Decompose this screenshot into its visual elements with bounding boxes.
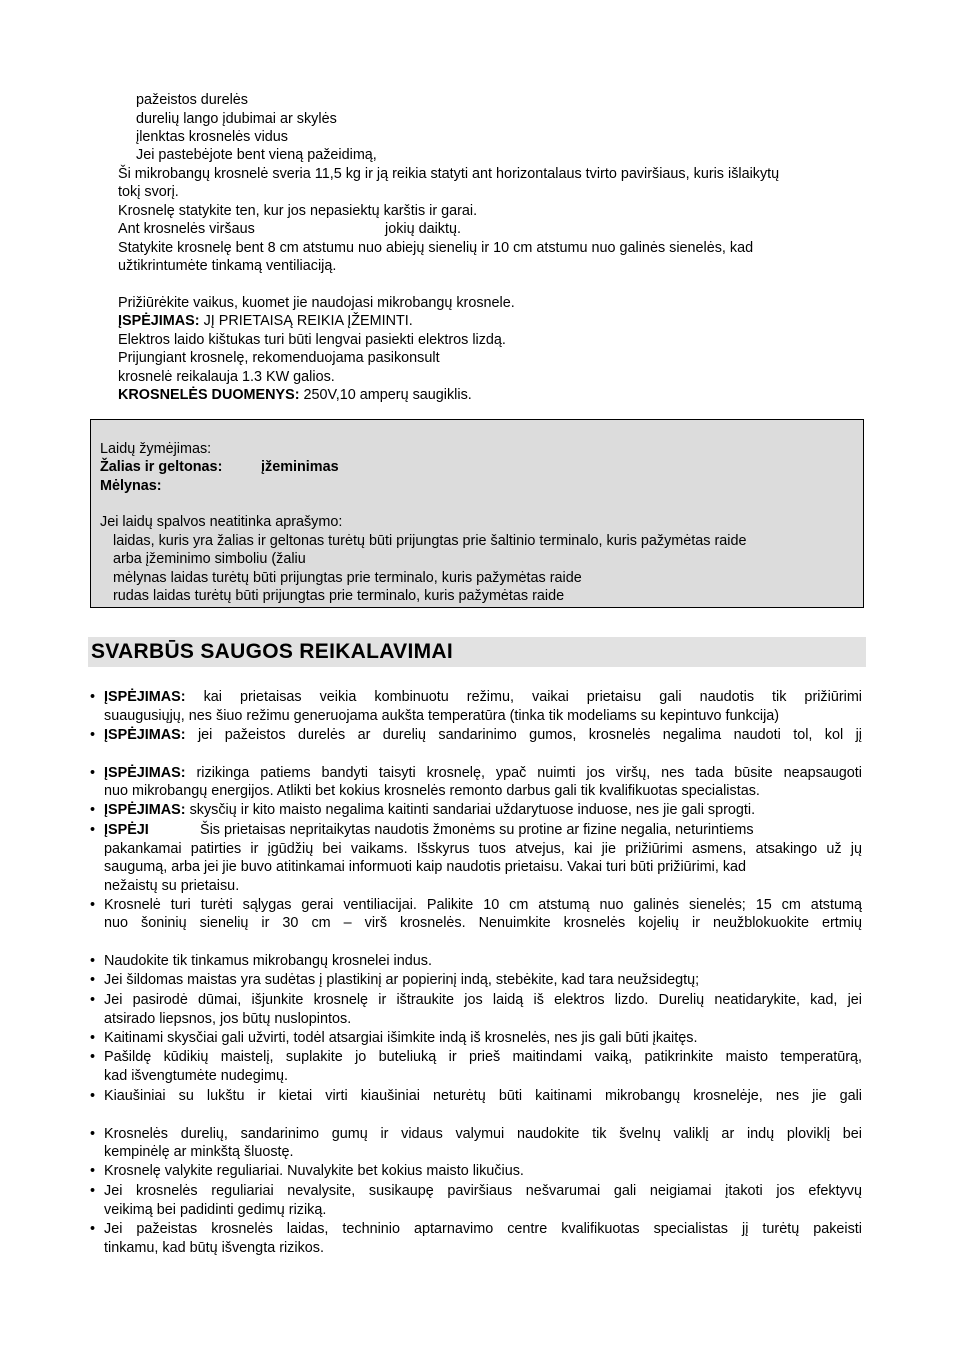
box-line: arba įžeminimo simboliu (žaliu xyxy=(113,551,306,567)
list-item-continuation: kempinėlę ar minkštą šluostę. xyxy=(104,1144,294,1160)
bullet-icon: • xyxy=(90,802,96,818)
list-item xyxy=(104,726,862,745)
text-line: Ant krosnelės viršaus xyxy=(118,221,255,237)
text-line: durelių lango įdubimai ar skylės xyxy=(136,111,337,127)
text-line: krosnelė reikalauja 1.3 KW galios. xyxy=(118,369,335,385)
list-item: Kiaušiniai su lukštu ir kietai virti kiaušiniai neturėtų būti kaitinami mikrobangų krosnelėje, nes jie gali xyxy=(104,1088,862,1104)
text-line: tokį svorį. xyxy=(118,184,179,200)
section-heading-text: SVARBŪS SAUGOS REIKALAVIMAI xyxy=(91,640,454,663)
bullet-icon: • xyxy=(90,727,96,743)
specs-line xyxy=(118,386,472,404)
bullet-icon: • xyxy=(90,972,96,988)
bullet-icon: • xyxy=(90,897,96,913)
text-line: Statykite krosnelę bent 8 cm atstumu nuo abiejų sienelių ir 10 cm atstumu nuo galinės sienelės, kad xyxy=(118,240,754,256)
list-item-text: skysčių ir kito maisto negalima kaitinti sandariai uždarytuose induose, nes jie gali sprogti. xyxy=(185,802,756,818)
bullet-icon: • xyxy=(90,1126,96,1142)
box-line: Jei laidų spalvos neatitinka aprašymo: xyxy=(100,514,343,530)
list-item xyxy=(104,688,862,707)
text-line: įlenktas krosnelės vidus xyxy=(136,129,288,145)
bullet-icon: • xyxy=(90,1221,96,1237)
text-line: pažeistos durelės xyxy=(136,92,248,108)
list-item: Kaitinami skysčiai gali užvirti, todėl atsargiai išimkite indą iš krosnelės, nes jis gali būti įkaitęs. xyxy=(104,1030,698,1046)
list-item: Krosnelė turi turėti sąlygas gerai ventiliacijai. Palikite 10 cm atstumą nuo galinės sienelės; 15 cm atstumą xyxy=(104,897,862,913)
bullet-icon: • xyxy=(90,1030,96,1046)
list-item-continuation: saugumą, arba jei jie buvo atitinkamai informuoti kaip naudotis prietaisu. Vakai turi būti prižiūrimi, kad xyxy=(104,859,747,875)
list-item-continuation: nuo mikrobangų energijos. Atlikti bet kokius krosnelės remonto darbus gali tik kvalifikuotas specialistas. xyxy=(104,783,760,799)
list-item-continuation: nežaistų su prietaisu. xyxy=(104,878,240,894)
warning-label: ĮSPĖJIMAS: xyxy=(104,802,186,818)
bullet-icon: • xyxy=(90,992,96,1008)
box-line: Laidų žymėjimas: xyxy=(100,441,212,457)
list-item: Jei krosnelės reguliariai nevalysite, susikaupę paviršiaus nešvarumai gali neigiamai įtakoti jos efektyvų xyxy=(104,1183,862,1199)
specs-label: KROSNELĖS DUOMENYS: xyxy=(118,387,300,403)
list-item: Jei šildomas maistas yra sudėtas į plastikinį ar popierinį indą, stebėkite, kad tara neužsidegtų; xyxy=(104,972,700,988)
list-item-continuation: suaugusiųjų, nes šiuo režimu generuojama aukšta temperatūra (tinka tik modeliams su kepintuvo funkcija) xyxy=(104,708,780,724)
text-line: jokių daiktų. xyxy=(385,221,461,237)
list-item: Krosnelę valykite reguliariai. Nuvalykite bet kokius maisto likučius. xyxy=(104,1163,524,1179)
warning-label: ĮSPĖJIMAS: xyxy=(104,727,186,743)
list-item: Pašildę kūdikių maistelį, suplakite jo buteliuką ir prieš maitindami vaiką, patikrinkite maisto temperatūrą, xyxy=(104,1049,862,1065)
text-line: Krosnelę statykite ten, kur jos nepasiektų karštis ir garai. xyxy=(118,203,478,219)
warning-line xyxy=(118,312,413,330)
specs-text: 250V,10 amperų saugiklis. xyxy=(299,387,472,403)
list-item: Naudokite tik tinkamus mikrobangų krosnelei indus. xyxy=(104,953,432,969)
text-line: užtikrintumėte tinkamą ventiliaciją. xyxy=(118,258,337,274)
bullet-icon: • xyxy=(90,689,96,705)
list-item-continuation: tinkamu, kad būtų išvengta rizikos. xyxy=(104,1240,324,1256)
text-line: Prižiūrėkite vaikus, kuomet jie naudojasi mikrobangų krosnele. xyxy=(118,295,515,311)
list-item: Jei pažeistas krosnelės laidas, techninio aptarnavimo centre kvalifikuotas specialistas jį turėtų pakeisti xyxy=(104,1221,862,1237)
list-item-text: rizikinga patiems bandyti taisyti krosnelę, ypač nuimti jos viršų, nes tada būsite neapsaugoti xyxy=(185,765,862,781)
list-item-text: jei pažeistos durelės ar durelių sandarinimo gumos, krosnelės negalima naudoti tol, kol jį xyxy=(185,727,862,743)
text-line: Jei pastebėjote bent vieną pažeidimą, xyxy=(136,147,377,163)
bullet-icon: • xyxy=(90,1163,96,1179)
bullet-icon: • xyxy=(90,1049,96,1065)
bullet-icon: • xyxy=(90,765,96,781)
list-item-continuation: pakankamai patirties ir įgūdžių bei vaikams. Išskyrus tuos atvejus, kai jie prižiūrimi asmens, atsakingo už jų xyxy=(104,841,862,857)
warning-label: ĮSPĖJI xyxy=(104,822,149,838)
text-line: Ši mikrobangų krosnelė sveria 11,5 kg ir ją reikia statyti ant horizontalaus tvirto paviršiaus, kuris išlaikytų xyxy=(118,166,780,182)
warning-label: ĮSPĖJIMAS: xyxy=(104,765,186,781)
box-line: mėlynas laidas turėtų būti prijungtas prie terminalo, kuris pažymėtas raide xyxy=(113,570,582,586)
list-item-text: Šis prietaisas nepritaikytas naudotis žmonėms su protine ar fizine negalia, neturintiems xyxy=(200,822,754,838)
bullet-icon: • xyxy=(90,1088,96,1104)
list-item: Jei pasirodė dūmai, išjunkite krosnelę ir ištraukite jos laidą iš elektros lizdo. Durelių neatidarykite, kad, jei xyxy=(104,992,862,1008)
list-item-continuation: veikimą bei padidinti gedimų riziką. xyxy=(104,1202,327,1218)
box-green-yellow-label: Žalias ir geltonas: xyxy=(100,459,223,475)
box-ground-label: įžeminimas xyxy=(261,459,339,475)
list-item-continuation: atsirado liepsnos, jos būtų nuslopintos. xyxy=(104,1011,352,1027)
bullet-icon: • xyxy=(90,822,96,838)
list-item-text: kai prietaisas veikia kombinuotu režimu, vaikai prietaisu gali naudotis tik prižiūrimi xyxy=(185,689,862,705)
list-item-continuation: nuo šoninių sienelių ir 30 cm – virš krosnelės. Nenuimkite krosnelės kojelių ir neužblokuokite ertmių xyxy=(104,915,862,931)
box-line: laidas, kuris yra žalias ir geltonas turėtų būti prijungtas prie šaltinio terminalo, kuris pažymėtas raide xyxy=(113,533,747,549)
list-item xyxy=(104,801,862,820)
list-item-continuation: kad išvengtumėte nudegimų. xyxy=(104,1068,288,1084)
text-line: Elektros laido kištukas turi būti lengvai pasiekti elektros lizdą. xyxy=(118,332,506,348)
warning-label: ĮSPĖJIMAS: xyxy=(118,313,200,329)
warning-label: ĮSPĖJIMAS: xyxy=(104,689,186,705)
wiring-info-box xyxy=(90,419,864,608)
box-line: rudas laidas turėtų būti prijungtas prie terminalo, kuris pažymėtas raide xyxy=(113,588,565,604)
text-line: Prijungiant krosnelę, rekomenduojama pasikonsult xyxy=(118,350,440,366)
bullet-icon: • xyxy=(90,1183,96,1199)
box-blue-label: Mėlynas: xyxy=(100,478,162,494)
warning-text: JĮ PRIETAISĄ REIKIA ĮŽEMINTI. xyxy=(199,313,413,329)
list-item xyxy=(104,764,862,783)
section-heading xyxy=(88,637,866,667)
list-item: Krosnelės durelių, sandarinimo gumų ir vidaus valymui naudokite tik švelnų valiklį ar indų ploviklį bei xyxy=(104,1126,862,1142)
bullet-icon: • xyxy=(90,953,96,969)
